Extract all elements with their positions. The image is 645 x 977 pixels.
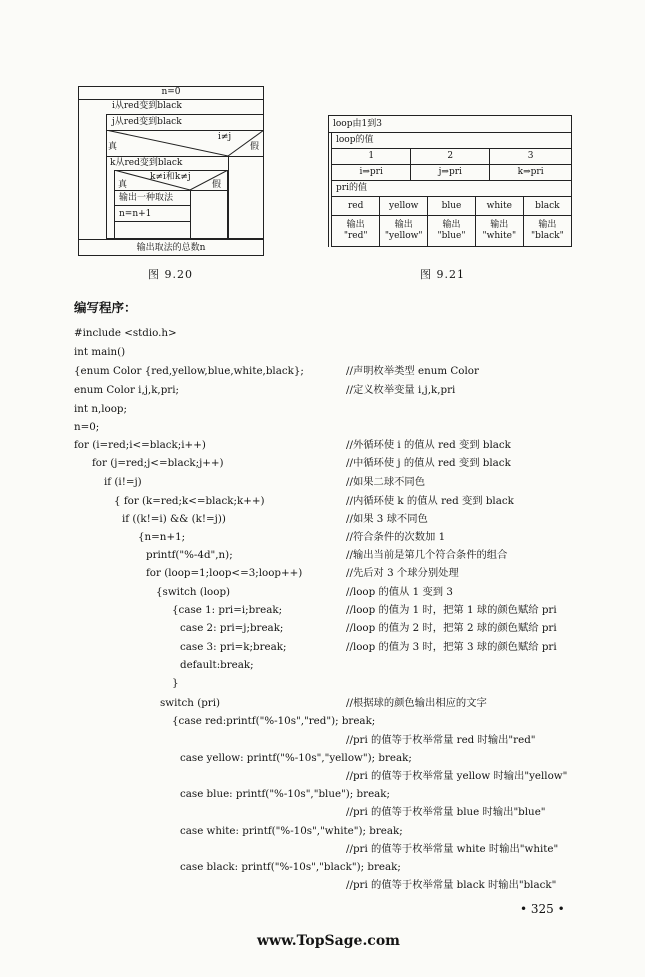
code-line-14: for (loop=1;loop<=3;loop++): [146, 567, 303, 579]
code-line-21: switch (pri): [160, 697, 221, 709]
code-line-24: case yellow: printf("%-10s","yellow"); break;: [180, 752, 412, 764]
fig921-loop-value-label: loop的值: [332, 133, 572, 149]
ns-init-text: n=0: [161, 87, 181, 97]
fig921-output-yellow: [380, 216, 428, 247]
comment-line-23: //pri 的值等于枚举常量 red 时输出"red": [346, 734, 536, 746]
comment-line-7: //外循环使 i 的值从 red 变到 black: [346, 439, 511, 451]
ns-total-text: 输出取法的总数n: [136, 243, 206, 253]
code-line-15: {switch (loop): [156, 586, 231, 598]
page-number: • 325 •: [520, 902, 565, 916]
code-line-12: {n=n+1;: [138, 531, 186, 543]
comment-line-18: //loop 的值为 3 时，把第 3 球的颜色赋给 pri: [346, 641, 557, 653]
code-line-28: case white: printf("%-10s","white"); break;: [180, 825, 403, 837]
website-footer: www.TopSage.com: [257, 933, 400, 949]
fig921-loop-values-inner: [332, 149, 571, 180]
ns-chart-figure-9-20: [78, 86, 264, 256]
ns-false-branch-line: [228, 156, 229, 239]
code-line-10: { for (k=red;k<=black;k++): [114, 495, 265, 507]
code-line-17: case 2: pri=j;break;: [180, 622, 284, 634]
fig921-color-yellow: yellow: [380, 197, 428, 216]
fig921-output-black-bottom: "black": [530, 231, 564, 241]
fig921-loop-value-3: 3: [527, 151, 534, 161]
fig921-output-red: [332, 216, 380, 247]
ns-false-label-2: 假: [212, 180, 222, 190]
code-line-7: for (i=red;i<=black;i++): [74, 439, 206, 451]
fig921-output-red-top: 输出: [346, 220, 365, 230]
fig921-table: [328, 115, 572, 247]
fig921-assign-k: k⇒pri: [490, 165, 571, 181]
fig921-output-black-top: 输出: [538, 220, 557, 230]
ns-cond-i-j: i≠j: [218, 132, 232, 142]
fig921-loop-values-row: [332, 149, 572, 181]
ns-k-loop-label: k从red变到black: [110, 158, 183, 168]
fig921-output-blue: [428, 216, 476, 247]
code-line-1: #include <stdio.h>: [74, 327, 177, 339]
comment-line-14: //先后对 3 个球分别处理: [346, 567, 459, 579]
comment-line-4: //定义枚举变量 i,j,k,pri: [346, 384, 456, 396]
fig921-loop-value-2: 2: [411, 149, 490, 165]
comment-line-17: //loop 的值为 2 时，把第 2 球的颜色赋给 pri: [346, 622, 557, 634]
ns-output-text: 输出一种取法: [119, 193, 174, 203]
ns-output-cell: [114, 190, 191, 206]
ns-j-loop-label: j从red变到black: [112, 117, 182, 127]
fig921-color-blue: blue: [428, 197, 476, 216]
fig921-colors-row: [332, 197, 572, 247]
comment-line-11: //如果 3 球不同色: [346, 513, 428, 525]
fig921-output-yellow-top: 输出: [394, 220, 413, 230]
ns-false-label: 假: [250, 142, 260, 152]
comment-line-29: //pri 的值等于枚举常量 white 时输出"white": [346, 843, 559, 855]
code-line-30: case black: printf("%-10s","black"); break;: [180, 861, 401, 873]
code-line-8: for (j=red;j<=black;j++): [92, 457, 224, 469]
comment-line-27: //pri 的值等于枚举常量 blue 时输出"blue": [346, 806, 546, 818]
comment-line-15: //loop 的值从 1 变到 3: [346, 586, 453, 598]
code-line-9: if (i!=j): [104, 476, 142, 488]
ns-i-loop-label: i从red变到black: [112, 101, 182, 111]
comment-line-3: //声明枚举类型 enum Color: [346, 365, 479, 377]
fig921-colors-inner: [332, 197, 571, 246]
comment-line-9: //如果二球不同色: [346, 476, 426, 488]
code-line-4: enum Color i,j,k,pri;: [74, 384, 179, 396]
fig921-output-blue-top: 输出: [442, 220, 461, 230]
fig921-assign-i: i⇒pri: [332, 165, 411, 181]
code-line-19: default:break;: [180, 659, 254, 671]
code-line-20: }: [172, 677, 179, 689]
ns-true-label-2: 真: [118, 180, 128, 190]
figure-9-20-caption: 图 9.20: [148, 268, 193, 281]
fig921-loop-header: loop由1到3: [329, 116, 572, 133]
ns-increment-cell: [114, 206, 191, 222]
ns-condition-triangle: [78, 130, 264, 156]
figure-9-21-caption: 图 9.21: [420, 268, 465, 281]
fig921-color-white: white: [475, 197, 523, 216]
fig921-output-yellow-bottom: "yellow": [384, 231, 423, 241]
code-line-5: int n,loop;: [74, 403, 127, 415]
fig921-loop-value-1: 1: [332, 149, 411, 165]
code-line-13: printf("%-4d",n);: [146, 549, 233, 561]
section-heading: 编写程序：: [74, 300, 137, 315]
code-line-22: {case red:printf("%-10s","red"); break;: [172, 715, 376, 727]
fig921-pri-label: pri的值: [332, 181, 572, 197]
fig921-assign-j: j⇒pri: [411, 165, 490, 181]
code-line-11: if ((k!=i) && (k!=j)): [122, 513, 226, 525]
code-line-3: {enum Color {red,yellow,blue,white,black};: [74, 365, 304, 377]
code-line-26: case blue: printf("%-10s","blue"); break;: [180, 788, 391, 800]
ns-chart-figure-9-21: [328, 115, 572, 255]
fig921-output-white: [475, 216, 523, 247]
comment-line-13: //输出当前是第几个符合条件的组合: [346, 549, 508, 561]
comment-line-12: //符合条件的次数加 1: [346, 531, 446, 543]
code-line-18: case 3: pri=k;break;: [180, 641, 287, 653]
ns-init-row: [78, 86, 264, 100]
ns-cond-k: k≠i和k≠j: [150, 172, 191, 182]
fig921-color-black: black: [535, 200, 560, 211]
ns-total-row: [78, 239, 264, 256]
comment-line-25: //pri 的值等于枚举常量 yellow 时输出"yellow": [346, 770, 568, 782]
comment-line-21: //根据球的颜色输出相应的文字: [346, 697, 487, 709]
comment-line-31: //pri 的值等于枚举常量 black 时输出"black": [346, 879, 557, 891]
ns-divider: [106, 156, 264, 157]
fig921-output-blue-bottom: "blue": [437, 231, 466, 241]
fig921-color-red: red: [332, 197, 380, 216]
comment-line-10: //内循环使 k 的值从 red 变到 black: [346, 495, 514, 507]
fig921-output-black: [523, 216, 571, 247]
code-line-16: {case 1: pri=i;break;: [172, 604, 283, 616]
ns-true-label: 真: [108, 142, 118, 152]
code-line-6: n=0;: [74, 421, 100, 433]
fig921-output-white-bottom: "white": [482, 231, 517, 241]
comment-line-16: //loop 的值为 1 时，把第 1 球的颜色赋给 pri: [346, 604, 557, 616]
comment-line-8: //中循环使 j 的值从 red 变到 black: [346, 457, 511, 469]
fig921-output-white-top: 输出: [490, 220, 509, 230]
fig921-output-red-bottom: "red": [343, 231, 368, 241]
ns-increment-text: n=n+1: [119, 209, 152, 219]
code-line-2: int main(): [74, 346, 126, 358]
